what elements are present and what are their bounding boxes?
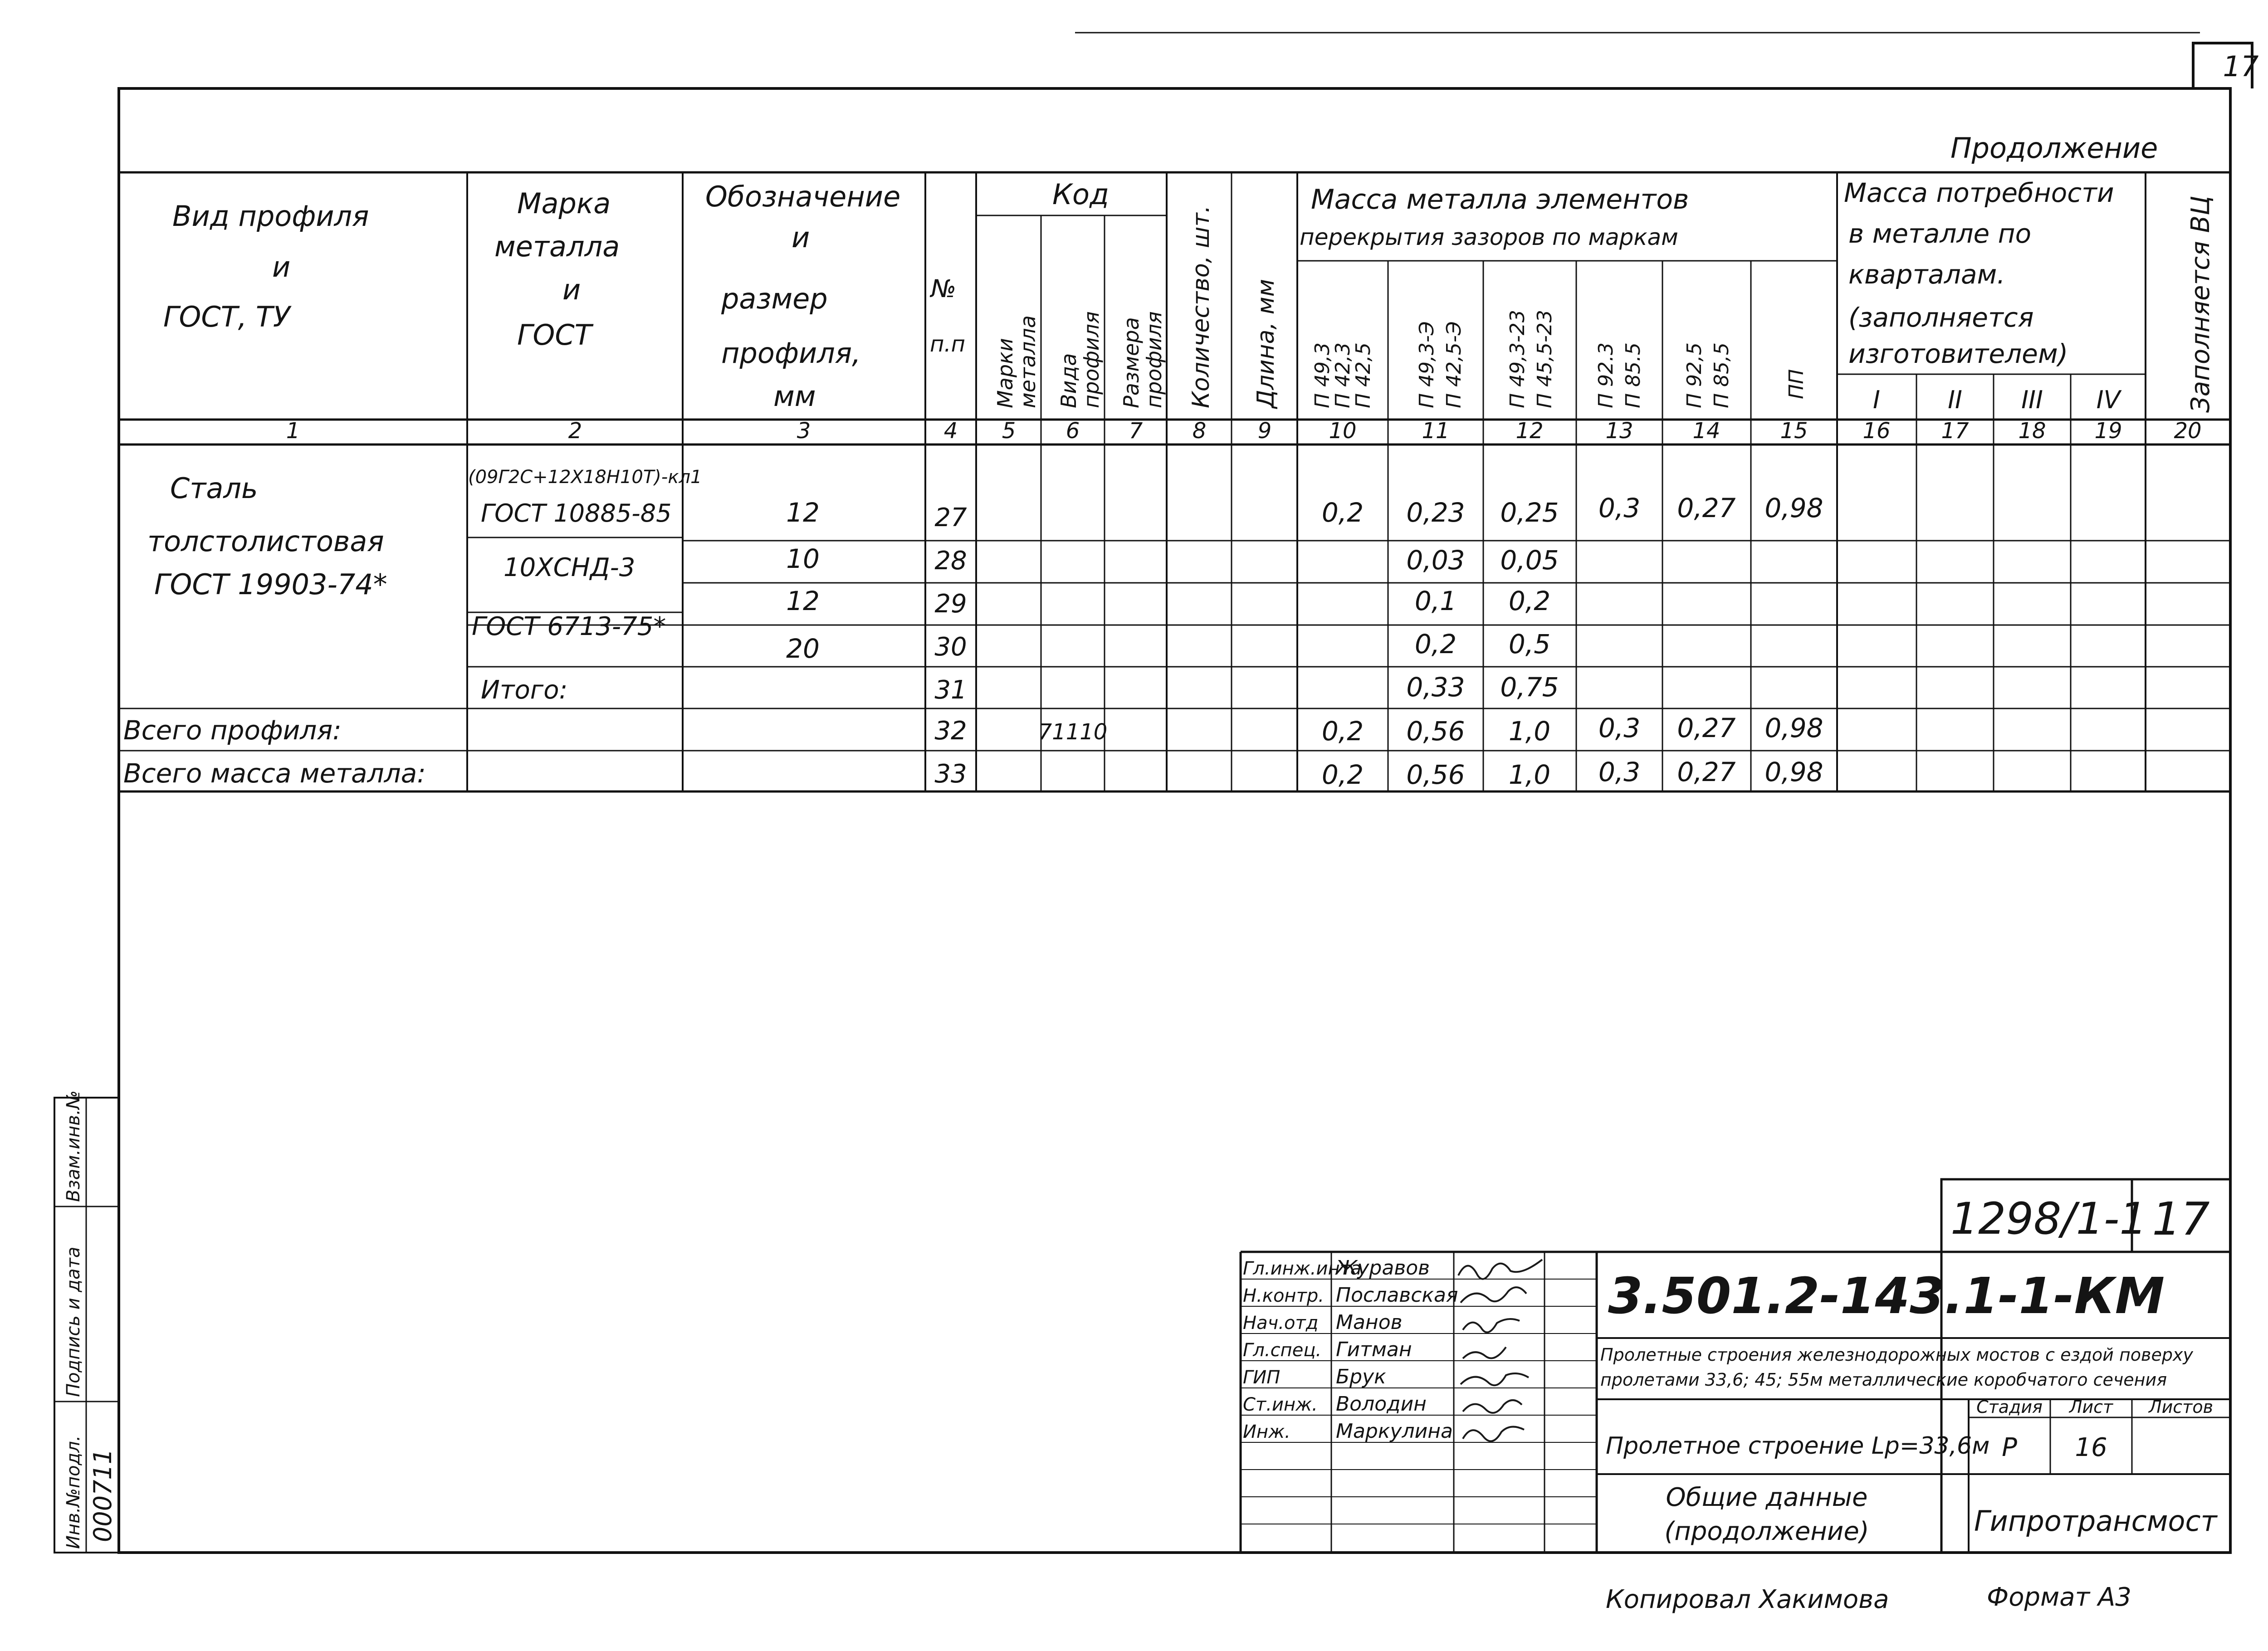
svg-text:11: 11	[1422, 418, 1450, 444]
continuation-label: Продолжение	[1950, 132, 2158, 165]
sheet-value: 16	[2075, 1433, 2107, 1462]
svg-text:III: III	[2021, 386, 2043, 414]
svg-text:3: 3	[797, 418, 811, 444]
svg-text:0,27: 0,27	[1677, 493, 1736, 523]
svg-text:пролетами 33,6; 45; 55м металл: пролетами 33,6; 45; 55м металлические коробчатого сечения	[1600, 1370, 2167, 1390]
svg-text:20: 20	[786, 633, 820, 664]
svg-text:Володин: Володин	[1336, 1392, 1427, 1416]
svg-text:0,98: 0,98	[1765, 713, 1823, 743]
svg-text:профиля,: профиля,	[721, 337, 861, 370]
total-mass-label: Всего масса металла:	[123, 758, 426, 789]
profile-name	[147, 472, 387, 601]
svg-text:16: 16	[1862, 418, 1891, 444]
svg-text:Марка: Марка	[517, 187, 611, 220]
svg-text:Брук: Брук	[1336, 1365, 1386, 1388]
svg-text:19: 19	[2094, 418, 2122, 444]
svg-text:Пролетные строения железнодоро: Пролетные строения железнодорожных мостов с ездой поверху	[1600, 1345, 2193, 1365]
header-quarters	[1873, 386, 2122, 414]
svg-text:17: 17	[1941, 418, 1969, 444]
svg-text:4: 4	[943, 418, 958, 444]
svg-text:и: и	[272, 250, 291, 283]
document-code: 3.501.2-143.1-1-КМ	[1608, 1267, 2165, 1325]
general-data-title	[1664, 1483, 1869, 1546]
svg-text:8: 8	[1192, 418, 1207, 444]
svg-text:1: 1	[286, 418, 300, 444]
svg-text:0,3: 0,3	[1598, 757, 1641, 787]
svg-text:Н.контр.: Н.контр.	[1243, 1285, 1324, 1306]
svg-text:0,23: 0,23	[1406, 497, 1465, 528]
svg-text:Подпись и дата: Подпись и дата	[63, 1246, 84, 1397]
svg-text:мм: мм	[773, 380, 816, 413]
svg-text:9: 9	[1257, 418, 1272, 444]
header-filled-by: Заполняется ВЦ	[2186, 195, 2215, 413]
svg-text:в металле по: в металле по	[1848, 218, 2032, 249]
svg-text:перекрытия зазоров по маркам: перекрытия зазоров по маркам	[1300, 224, 1678, 250]
header-profile-type	[163, 200, 369, 333]
size-values	[786, 497, 820, 664]
svg-text:Общие данные: Общие данные	[1666, 1483, 1868, 1512]
svg-text:ГОСТ 10885-85: ГОСТ 10885-85	[481, 499, 672, 528]
structure-name: Пролетное строение Lp=33,6м	[1606, 1432, 1990, 1460]
svg-text:33: 33	[934, 759, 967, 789]
svg-text:(09Г2С+12Х18Н10Т)-кл1: (09Г2С+12Х18Н10Т)-кл1	[468, 467, 702, 488]
header-mark-groups	[1311, 310, 1808, 408]
svg-text:Гл.инж.инта: Гл.инж.инта	[1243, 1258, 1362, 1279]
svg-text:10: 10	[786, 543, 820, 574]
svg-text:Нач.отд: Нач.отд	[1243, 1313, 1319, 1334]
svg-text:(продолжение): (продолжение)	[1664, 1517, 1869, 1546]
svg-text:Сталь: Сталь	[170, 472, 258, 505]
sheet-corner-number: 17	[2223, 50, 2259, 83]
svg-text:профиля: профиля	[1079, 311, 1104, 408]
svg-text:Стадия: Стадия	[1976, 1397, 2043, 1417]
project-number: 1298/1-1	[1950, 1193, 2147, 1244]
svg-text:0,05: 0,05	[1500, 545, 1559, 576]
svg-text:и: и	[562, 273, 581, 306]
header-designation	[705, 180, 900, 413]
svg-text:№: №	[931, 274, 957, 303]
svg-text:П 49,3-Э: П 49,3-Э	[1415, 321, 1438, 408]
stamp-signatures	[1458, 1260, 1542, 1441]
svg-text:20: 20	[2174, 418, 2202, 444]
stamp-sheet-corner: 17	[2152, 1192, 2210, 1246]
side-stamp-labels	[63, 1090, 117, 1549]
copied-by: Копировал Хакимова	[1606, 1585, 1889, 1614]
metal-grade-values	[468, 467, 702, 705]
svg-text:6: 6	[1066, 418, 1080, 444]
svg-text:28: 28	[934, 546, 967, 576]
svg-text:0,98: 0,98	[1765, 493, 1823, 523]
svg-text:Вида: Вида	[1056, 353, 1081, 408]
svg-text:Вид профиля: Вид профиля	[172, 200, 369, 233]
svg-text:П 42,5-Э: П 42,5-Э	[1442, 321, 1466, 408]
svg-text:15: 15	[1780, 418, 1808, 444]
svg-text:12: 12	[786, 586, 820, 616]
stage-value: Р	[2002, 1433, 2017, 1462]
svg-text:0,75: 0,75	[1500, 672, 1559, 703]
svg-text:Марки: Марки	[993, 338, 1017, 408]
svg-text:10: 10	[1329, 418, 1357, 444]
svg-text:0,25: 0,25	[1500, 497, 1559, 528]
svg-text:и: и	[792, 221, 810, 254]
svg-text:ГОСТ, ТУ: ГОСТ, ТУ	[163, 300, 290, 333]
svg-text:металла: металла	[1016, 315, 1040, 408]
svg-text:Взам.инв.№: Взам.инв.№	[63, 1090, 84, 1202]
svg-text:ГОСТ 6713-75*: ГОСТ 6713-75*	[472, 612, 666, 641]
svg-text:Масса потребности: Масса потребности	[1844, 177, 2114, 208]
total-profile-label: Всего профиля:	[123, 715, 342, 746]
svg-text:II: II	[1948, 386, 1962, 414]
svg-text:Гл.спец.: Гл.спец.	[1243, 1340, 1322, 1361]
svg-text:0,2: 0,2	[1414, 629, 1457, 659]
svg-text:0,33: 0,33	[1406, 672, 1465, 703]
svg-text:изготовителем): изготовителем)	[1848, 338, 2068, 369]
svg-text:Ст.инж.: Ст.инж.	[1243, 1394, 1318, 1415]
svg-text:27: 27	[934, 503, 967, 532]
svg-text:профиля: профиля	[1142, 311, 1166, 408]
svg-text:0,5: 0,5	[1508, 629, 1551, 659]
svg-text:ГИП: ГИП	[1243, 1367, 1281, 1388]
svg-text:Обозначение: Обозначение	[705, 180, 901, 213]
svg-text:П 85,5: П 85,5	[1710, 342, 1733, 408]
svg-text:кварталам.: кварталам.	[1848, 259, 2005, 290]
svg-text:30: 30	[934, 632, 967, 662]
svg-text:П 92.3: П 92.3	[1594, 342, 1618, 408]
svg-text:1,0: 1,0	[1508, 759, 1551, 790]
header-quantity: Количество, шт.	[1188, 205, 1215, 408]
svg-text:П 49,3-23: П 49,3-23	[1506, 310, 1529, 408]
organization: Гипротрансмост	[1974, 1504, 2217, 1538]
svg-text:18: 18	[2018, 418, 2046, 444]
svg-text:Итого:: Итого:	[481, 675, 568, 705]
svg-text:0,27: 0,27	[1677, 757, 1736, 787]
svg-text:14: 14	[1692, 418, 1721, 444]
svg-text:32: 32	[934, 716, 967, 746]
svg-text:000711: 000711	[88, 1448, 117, 1542]
svg-text:Гитман: Гитман	[1336, 1338, 1412, 1361]
svg-text:0,56: 0,56	[1406, 716, 1465, 747]
svg-text:П 42,5: П 42,5	[1352, 342, 1375, 408]
row-numbers	[934, 503, 967, 789]
svg-text:2: 2	[568, 418, 582, 444]
svg-text:I: I	[1873, 386, 1880, 414]
svg-text:10ХСНД-3: 10ХСНД-3	[503, 553, 635, 582]
svg-text:5: 5	[1002, 418, 1016, 444]
profile-code: 71110	[1038, 719, 1108, 745]
stamp-title	[1600, 1345, 2193, 1390]
svg-text:0,1: 0,1	[1414, 586, 1457, 616]
svg-text:П 49,3: П 49,3	[1311, 342, 1334, 408]
header-code: Код	[1052, 178, 1109, 211]
svg-text:П 92,5: П 92,5	[1683, 342, 1706, 408]
svg-text:29: 29	[934, 589, 967, 619]
svg-text:Листов: Листов	[2149, 1397, 2213, 1417]
svg-text:0,2: 0,2	[1321, 497, 1364, 528]
svg-text:Журавов: Журавов	[1336, 1256, 1430, 1280]
svg-text:Масса металла элементов: Масса металла элементов	[1311, 184, 1689, 215]
svg-text:п.п: п.п	[930, 332, 966, 357]
paper-format: Формат А3	[1987, 1583, 2131, 1612]
svg-text:(заполняется: (заполняется	[1848, 302, 2034, 333]
header-length: Длина, мм	[1252, 278, 1280, 408]
header-mass-needs	[1844, 177, 2114, 369]
svg-text:13: 13	[1605, 418, 1633, 444]
svg-text:Лист: Лист	[2069, 1397, 2113, 1417]
svg-text:1,0: 1,0	[1508, 716, 1551, 747]
svg-text:0,2: 0,2	[1321, 759, 1364, 790]
svg-text:металла: металла	[494, 230, 620, 263]
header-code-subcolumns	[993, 311, 1166, 408]
svg-text:12: 12	[786, 497, 820, 528]
svg-text:0,27: 0,27	[1677, 713, 1736, 743]
svg-text:Манов: Манов	[1336, 1311, 1403, 1334]
svg-text:0,98: 0,98	[1765, 757, 1823, 787]
svg-text:0,03: 0,03	[1406, 545, 1465, 576]
column-numbers	[286, 418, 2202, 444]
svg-text:31: 31	[934, 675, 967, 705]
header-mass-elements	[1300, 184, 1689, 250]
svg-text:0,2: 0,2	[1321, 716, 1364, 747]
svg-text:П 45,5-23: П 45,5-23	[1533, 310, 1556, 408]
header-metal-grade	[494, 187, 620, 352]
svg-text:П 42,3: П 42,3	[1331, 342, 1354, 408]
svg-text:7: 7	[1129, 418, 1143, 444]
svg-text:IV: IV	[2096, 386, 2121, 414]
svg-text:0,3: 0,3	[1598, 713, 1641, 743]
svg-text:Инж.: Инж.	[1243, 1421, 1290, 1442]
svg-text:Размера: Размера	[1119, 317, 1144, 408]
svg-text:ПП: ПП	[1785, 369, 1808, 399]
svg-text:Маркулина: Маркулина	[1336, 1420, 1453, 1443]
svg-text:0,2: 0,2	[1508, 586, 1551, 616]
svg-text:Пославская: Пославская	[1336, 1284, 1458, 1307]
svg-text:толстолистовая: толстолистовая	[147, 525, 384, 558]
svg-text:ГОСТ: ГОСТ	[517, 318, 592, 352]
svg-text:12: 12	[1515, 418, 1544, 444]
svg-text:0,56: 0,56	[1406, 759, 1465, 790]
svg-text:ГОСТ 19903-74*: ГОСТ 19903-74*	[154, 568, 387, 601]
mass-values	[1322, 493, 1823, 790]
header-number	[929, 274, 965, 357]
svg-text:Инв.№подл.: Инв.№подл.	[63, 1435, 84, 1549]
svg-text:0,3: 0,3	[1598, 493, 1641, 523]
stamp-sheet-labels	[1976, 1397, 2213, 1417]
svg-text:П 85.5: П 85.5	[1622, 342, 1645, 408]
svg-text:размер: размер	[721, 282, 828, 315]
